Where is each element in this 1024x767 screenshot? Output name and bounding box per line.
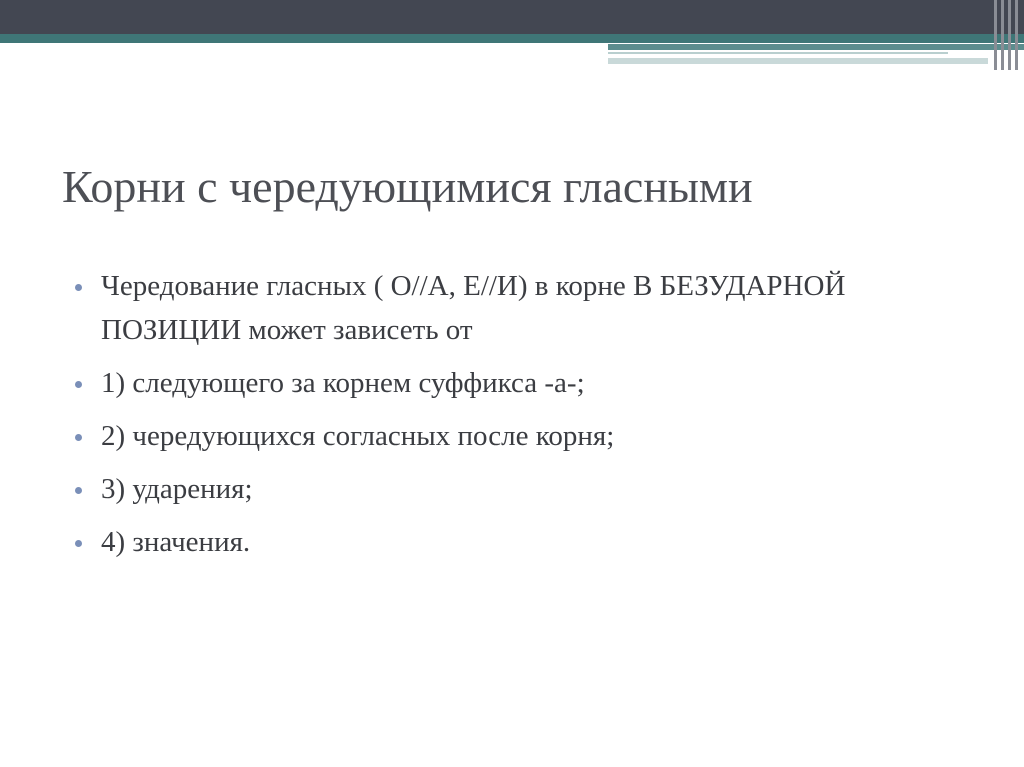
bullet-dot-icon — [75, 540, 82, 547]
bullet-text: 1) следующего за корнем суффикса -а-; — [101, 367, 585, 399]
slide-title: Корни с чередующимися гласными — [62, 161, 753, 212]
bullet-text: 2) чередующихся согласных после корня; — [101, 420, 615, 452]
bullet-dot-icon — [75, 381, 82, 388]
header-accent-line — [608, 44, 1024, 50]
bullet-text: 4) значения. — [101, 526, 251, 558]
corner-stripe — [994, 0, 997, 70]
bullet-text: Чередование гласных ( О//А, Е//И) в корне В БЕЗУДАРНОЙ ПОЗИЦИИ может зависеть от — [101, 270, 846, 346]
bullet-item — [75, 414, 935, 458]
corner-stripe — [1015, 0, 1018, 70]
header-accent-line — [608, 52, 948, 54]
header-accent-line — [608, 58, 988, 64]
bullet-list — [75, 264, 935, 573]
bullet-dot-icon — [75, 284, 82, 291]
bullet-dot-icon — [75, 434, 82, 441]
bullet-item — [75, 467, 935, 511]
header-band-dark — [0, 0, 1024, 34]
bullet-item — [75, 264, 935, 352]
bullet-item — [75, 520, 935, 564]
header-band-teal — [0, 34, 1024, 43]
bullet-text: 3) ударения; — [101, 473, 253, 505]
corner-stripe — [1001, 0, 1004, 70]
corner-stripe — [1008, 0, 1011, 70]
bullet-dot-icon — [75, 487, 82, 494]
bullet-item — [75, 361, 935, 405]
